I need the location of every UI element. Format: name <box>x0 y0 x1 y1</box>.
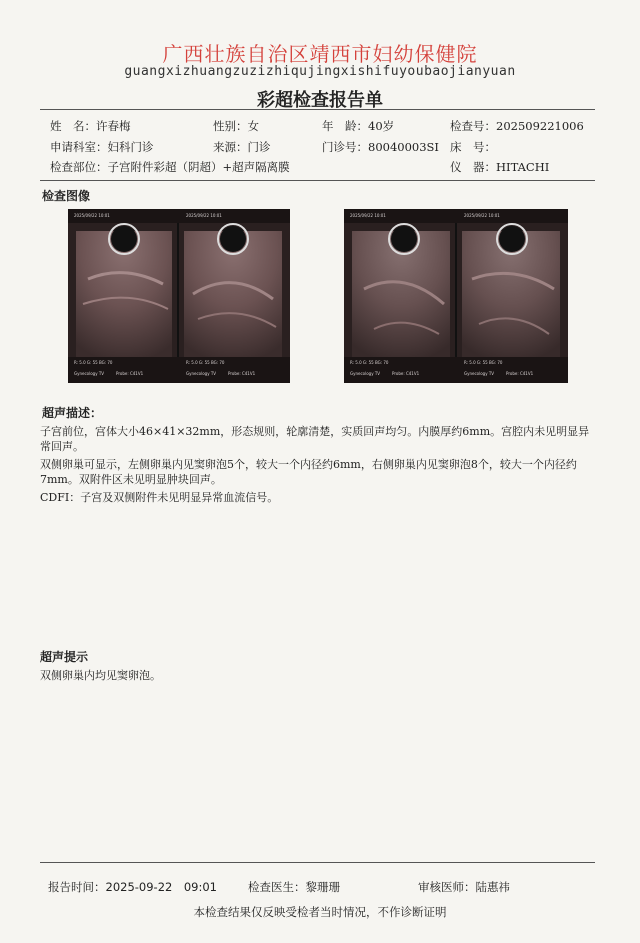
image-params: R: 5.0 G: 55 BG: 70 <box>186 360 225 365</box>
ultrasound-image-left <box>68 209 290 383</box>
image-mode: Gynecology TV <box>350 371 381 376</box>
images-section-label: 检查图像 <box>42 189 91 203</box>
reviewing-doctor: 审核医师：陆惠祎 <box>418 880 510 894</box>
exam-doctor: 检查医生：黎珊珊 <box>248 880 340 894</box>
clinic-number: 门诊号：80040003SI <box>322 140 439 154</box>
info-divider <box>40 180 595 181</box>
image-mode: Gynecology TV <box>464 371 495 376</box>
disclaimer: 本检查结果仅反映受检者当时情况，不作诊断证明 <box>193 905 447 919</box>
exam-site: 检查部位：子宫附件彩超（阴超）+超声隔离膜 <box>50 160 290 174</box>
footer-divider <box>40 862 595 863</box>
image-mode: Gynecology TV <box>186 371 217 376</box>
image-params: R: 5.0 G: 55 BG: 70 <box>74 360 113 365</box>
exam-number: 检查号：202509221006 <box>450 119 584 133</box>
patient-name: 姓 名：许春梅 <box>50 119 131 133</box>
image-timestamp: 2025/09/22 10:01 <box>186 213 222 218</box>
findings-uterus: 子宫前位，宫体大小46×41×32mm，形态规则，轮廓清楚，实质回声均匀。内膜厚约6mm。宫腔内未见明显异常回声。 <box>40 425 590 453</box>
image-footer-strip <box>344 357 568 383</box>
image-header-strip <box>344 209 568 223</box>
hospital-pinyin: guangxizhuangzuzizhiqujingxishifuyoubaojianyuan <box>124 64 516 79</box>
findings-cdfi: CDFI：子宫及双侧附件未见明显异常血流信号。 <box>40 491 279 504</box>
patient-age: 年 龄：40岁 <box>322 119 395 133</box>
patient-source: 来源：门诊 <box>213 140 271 154</box>
image-probe: Probe: C41V1 <box>116 371 144 376</box>
conclusion-label: 超声提示 <box>40 650 89 664</box>
hospital-name: 广西壮族自治区靖西市妇幼保健院 <box>162 42 478 66</box>
ultrasound-image-right <box>344 209 568 383</box>
report-time: 报告时间：2025-09-22 09:01 <box>48 880 217 894</box>
conclusion-text: 双侧卵巢内均见窦卵泡。 <box>40 669 161 682</box>
patient-sex: 性别：女 <box>213 119 259 133</box>
image-timestamp: 2025/09/22 10:01 <box>350 213 386 218</box>
header-divider <box>40 109 595 110</box>
image-timestamp: 2025/09/22 10:01 <box>74 213 110 218</box>
image-params: R: 5.0 G: 55 BG: 70 <box>350 360 389 365</box>
image-params: R: 5.0 G: 55 BG: 70 <box>464 360 503 365</box>
image-header-strip <box>68 209 290 223</box>
image-timestamp: 2025/09/22 10:01 <box>464 213 500 218</box>
requesting-dept: 申请科室：妇科门诊 <box>50 140 154 154</box>
image-probe: Probe: C41V1 <box>392 371 420 376</box>
image-probe: Probe: C41V1 <box>228 371 256 376</box>
device: 仪 器：HITACHI <box>450 160 550 174</box>
findings-ovaries: 双侧卵巢可显示，左侧卵巢内见窦卵泡5个，较大一个内径约6mm，右侧卵巢内见窦卵泡8个，较大一个内径约7mm。双附件区未见明显肿块回声。 <box>40 458 577 486</box>
image-footer-strip <box>68 357 290 383</box>
image-mode: Gynecology TV <box>74 371 105 376</box>
bed-number: 床 号： <box>450 140 496 154</box>
image-probe: Probe: C41V1 <box>506 371 534 376</box>
report-title: 彩超检查报告单 <box>257 90 383 111</box>
findings-label: 超声描述： <box>42 406 103 420</box>
